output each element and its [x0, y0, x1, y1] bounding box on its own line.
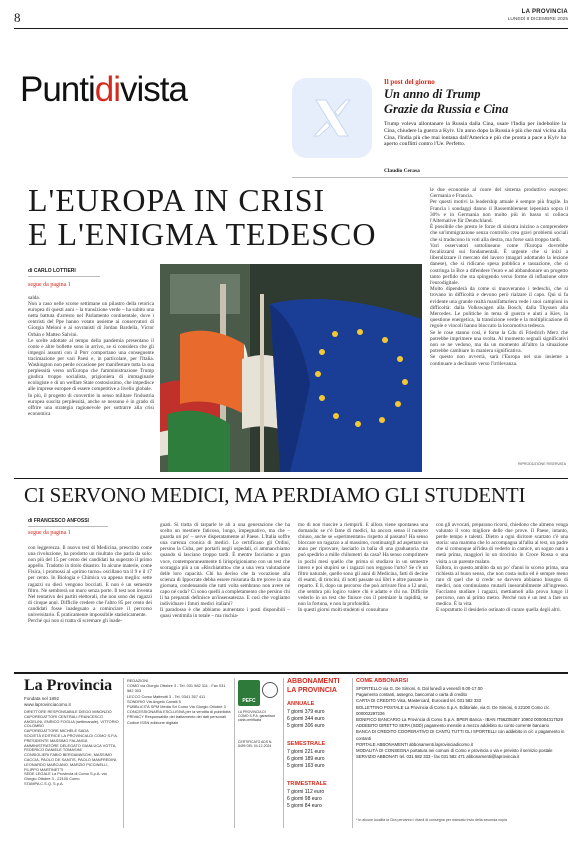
come-abbonarsi-text: SPORTELLO via G. De Simoni, 6. Dal lunedì a venerdì 9.00-17.00 Pagamento contanti, assegno, bancomat o carta di credito CARTA DI CREDITO Visa, Mastercard, Eurocard tel. 031 582 333 BOLLETTINO POSTALE La Provincia di Como S.p.A. Editoriale, via G. De Simoni, 6 22100 Como c/c 000002297226 BONIFICO BANCARIO La Provincia di Como S.p.A. BPER Banca - IBAN IT56Z05387 10902 000004317529 ADDEBITO DIRETTO SEPA (SDD) pagamento mensile a mezzo addebito su conto corrente bancario BANCA DI CREDITO COOPERATIVO DI CANTÙ TUTTI GLI SPORTELLI con addebito in c/c o pagamento in contanti PORTALE ABBONAMENTI abbonamenti.laprovinciadicomo.it MODALITÀ DI CONSEGNA portatura nei comuni di Como e provincia o via e previsto il servizio postale SERVIZIO ABBONATI tel. 031 582 333 - fax 031 582 471 abbonamenti@laprovincia.it	[356, 686, 565, 760]
article1-headline-line2: E L'ENIGMA TEDESCO	[28, 216, 377, 252]
post-title-line1: Un anno di Trump	[384, 87, 481, 101]
article2-col3: mo di non riuscire a riempirli. E allora viene spontanea una domanda: se c'è fame di medici, ha ancora senso il numero chiuso, anche se «sperimentato» rispetto al passato? Ha senso bloccare un ragazzo a al massimo, continuargli ad aspettare un anno per riprovare, lasciarlo in balìa di una graduatoria che può spedirlo a mille chilometri da casa? Ha senso comprimere in pochi mesi quello che prima si studiava in un semestre intero e poi stupirsi se i ragazzi non reggono l'urto? Se c'è un filtro naturale, quello sono gli anni di Medicina, fatti di decine di esami, di tirocini, di notti passate sui libri e altre passate in reparto. E lì, dopo un percorso che può arrivare fino a 12 anni, che sembra più logico valere chi è adatto e chi no. Difficile vederlo in un test che finisce con il premiare la rapidità, se non la fortuna, e non la profondità. In questi giorni molti studenti si consultano	[298, 522, 428, 614]
footer-masthead: La Provincia	[24, 677, 113, 694]
article1-headline-line1: L'EUROPA IN CRISI	[28, 182, 326, 218]
section-title	[20, 72, 187, 108]
annuale-prices: 7 giorni 379 euro 6 giorni 344 euro 5 giorni 306 euro	[287, 709, 325, 729]
section-title-part3: vista	[120, 70, 187, 109]
date-label: LUNEDÌ 8 DICEMBRE 2025	[507, 17, 568, 22]
article1-col1: salda. Non a caso nelle scorse settimane un pilastro della retorica europea di questi anni – la transizione verde – ha subito una netta battuta d'arresto nel Parlamento continentale, dove i centristi del Ppe hanno votato assieme ai conservatori di Giorgia Meloni e ai sovranisti di Jordan Bardella, Victor Orbàn e Matteo Salvini. Le scelte adottate al tempo della pandemia presentano il conto e altre bollette sono in arrivo, se si considera che gli impegni assunti con il Pnrr comportano una conseguente tracimazione per vari Paesi e, in particolare, per l'Italia. Washington non perde occasione per manifestare tutta la sua perplessità verso un'Europa che l'amministrazione Trump giudica troppo socialista, prigioniera di immaginarie ecologiste e di un welfare State costosissimo, che impedisce alle imprese europee di essere competitive a livello globale. In più, il progetto di convertire in senso militare l'industria europea suscita perplessità, anche se nessuno è in grado di offrire una strategia ragionevole per sottrarre alla crisi economica	[28, 295, 154, 417]
article2-byline: di FRANCESCO ANFOSSI	[28, 518, 89, 524]
flags-photo	[160, 264, 422, 472]
article1-continued: segue da pagina 1	[28, 282, 71, 288]
section-title-part1: Punti	[20, 70, 95, 109]
article1-byline-rule	[28, 276, 100, 277]
article1-col2: le due economie al cuore del sistema produttivo europeo: Germania e Francia. Per questi motivi la leadership attuale è sempre più fragile. In Francia i sondaggi danno il Rassemblement lepenista sopra il 30% e in Germania non molto più in basso si colloca l'Alternative für Deutschland. È possibile che presto le forze di sinistra inizino a comprendere che un'immigrazione senza controllo crea gravi problemi sociali che si traducono in voti alla destra, ma forse sarà troppo tardi. Vari osservatori sottolineano come l'Europa dovrebbe focalizzarsi sui fondamentali. È urgente che si inizi a liberalizzare il mercato del lavoro (magari adottando la lezione danese), che si ridicano spesa pubblica e tassazione, che si costringa la Bce a difendere l'euro e ad abbandonare un progetto tanto perfido che sta spingendo verso forme di inflazione oltre l'eurodigitale. Molto dipenderà da come si muoveranno i tedeschi, che si trovano in difficoltà e devono però rialzare il capo. Qui si fa evidente una grande realtà manifatturiera vede i suoi campioni in difficoltà: dalla Volkswagen alla Bosch, dalla Thyssen alla Mercedes. Le politiche in tema di guerra e aiuti a Kiev, la questione energetica, la transizione verde e la moltiplicazione di regole e vincoli hanno bloccato la locomotiva tedesca. Se le cose stanno così, è forse la Cdu di Friedrich Merz che potrebbe imprimere una svolta. Al momento segnali significativi non se ne vedono, ma da un momento all'altro la situazione potrebbe cambiare in maniera significativa. Se questo non avverrà, sarà l'Europa nel suo insieme a continuare a declinare verso l'irrilevanza.	[430, 187, 568, 367]
ads-text: CERTIFICATO ADS N. 8499 DEL 04-12-2024	[238, 740, 273, 749]
footer-sep2	[234, 678, 235, 828]
header-rule	[14, 28, 568, 29]
semestrale-prices: 7 giorni 221 euro 6 giorni 189 euro 5 giorni 163 euro	[287, 749, 325, 769]
footer-staff: DIRETTORE RESPONSABILE DIEGO MINONZIO CAPOREDATTORI CENTRALI FRANCESCO ANGELINI, ENRICO FOGLIA (settimanale), VITTORIO COLOMBO CAPOREDATTORE MICHELE SADA SOCIETÀ EDITRICE LA PROVINCIA DI COMO S.P.A. PRESIDENTE MASSIMO FALANGA AMMINISTRATORE DELEGATO GIANLUCA VOTTA, FEDERICO DANIELE TOMASINI CONSIGLIERI FABIO BERGAMASCHI, MASSIMO CACCIA, PAOLO DE SANTIS, PAOLO MANFREDINI, LEONARDO MARCIANO, MARZIO PICCINELLI, FILIPPO MARTINETTI SEDE LEGALE La Provincia di Como S.p.A. via Giorgio Ottobre 3 - 22100 Como STAMPA C.S.Q. S.p.A.	[24, 709, 119, 786]
footer-masthead-sub: Fondata nel 1892	[24, 696, 60, 701]
section-title-part2: di	[94, 70, 121, 109]
footer-sep4	[352, 678, 353, 828]
article1-bottom-rule	[14, 478, 568, 479]
footer-sep3	[283, 678, 284, 828]
come-abbonarsi-title: COME ABBONARSI	[356, 678, 409, 684]
post-title-line2: Grazie da Russia e Cina	[384, 102, 509, 116]
article2-continued: segue da pagina 1	[28, 530, 71, 536]
footer-masthead-url: www.laprovinciacomo.it	[24, 702, 71, 707]
article2-col1: con leggerezza. Il nuovo test di Medicina, prescritto come una rivoluzione, ha prodotto un risultato che parla da solo: non più del 15 per cento dei candidati ha superato il primo appello. Tradotto in titolo disastro. In alcune materie, come Fisica, i promossi al «primo turno» oscillano tra il 9 e il 17 per cento. In Biologia e Chimica va appena meglio: sette ragazzi su dieci vengono bocciati. E non è un semestre filtro. Ne sembrerà un muro senza porte. Il test non inventa Nel tentativo dei partiti elettorali, che non sono dei ragazzi di cinque anni. Difficile credere che l'altro 85 per cento dei candidati fosse inadeguato a cominciare il percorso universitario. È praticamente impossibile statisticamente. Perché qui non si tratta di scremare gli inade-	[28, 545, 152, 625]
pefc-label: PEFC	[242, 698, 256, 704]
post-text: Trump voleva allontanare la Russia dalla Cina, usare l'India per indebolire la Cina, chiudere la guerra a Kyiv. Un anno dopo la Russia è più che mai vicina alla Cina, l'India più che mai lontana dall'America e più che pronta a pace a Kyiv ha aperto conflitti contro l'Ue. Perfetto.	[384, 121, 566, 148]
page-number: 8	[14, 10, 21, 25]
article2-col2: guati. Si tratta di tarparle le ali a una generazione che ha scelto un mestiere faticoso, lungo, impegnativo, ma che – guarda un po' – serve disperatamente al Paese. L'Italia soffre una carenza cronica di medici. Lo certificano gli Ordini, persino la Cuba, per portarli negli ospedali, ci ammanchiamo quando si lasciano troppo tardi. È mentre facciamo a gran voce, contemporaneamente ti lirisprigioniamo con un test che scoraggia più a un «Rischiatutto» che a una vera valutazione delle loro capacità. Chi ha deciso che la vocazione alla scienza di Ippocrate debba essere misurata da tre prove in una giornata, condensando che tutti volta sembrano non avere né capo né coda? Ci sono quelli a completamento che persino chi li ha preparati definisce un'insensatezza. E così che vogliamo individuare i futuri medici italiani? Il paradosso è che abbiamo aumentato i posti disponibili – quasi ventimila in totale – ma rischia-	[160, 522, 290, 620]
trimestrale-label: TRIMESTRALE	[287, 781, 327, 787]
article2-col4: con gli avvocati, preparano ricorsi, chiedono che almeno venga valutato il voto migliore delle due prove. Il Paese, intanto, perde tempo e talenti. Dietro a ogni dicitore scartato c'è una storia: una mamma che lo accompagna all'alba al test, un padre che si comunque all'idea di vederlo in camice, un sogno nato a metà prima, maggiori lo un tirocinio in Croce Rossa o una visita a un parente malato. Eallora, in questo ambito da un po' d'anni lo scorso prima, una richiesta al buon senso, che non costa nulla ed è sempre meno raro di quel che si crede: se davvero abbiamo bisogno di medici, non continuiamo mutarli inesorabilmente all'ingresso. Facciamo studiare i ragazzi, mettiamoli alla prova lungo il percorso, non al primo metro. Perché non è un test a fare un medico. È la vita. E soprattutto il desiderio ostinato di curare quella degli altri.	[436, 522, 568, 614]
article1-reserved: RIPRODUZIONE RISERVATA	[517, 462, 566, 466]
footer-top-rule	[14, 672, 568, 674]
annuale-label: ANNUALE	[287, 701, 315, 707]
footer-redazioni: REDAZIONI COMO via Giorgio Ottobre 3 - Tel. 031 582 311 - Fax 031 582 303 LECCO Corso Matteotti 3 - Tel. 0341 357 411 SONDRIO Via Angelo Cavalli 5 PUBBLICITÀ SPM Media Srl Como Via Giorgio Ottobre 3 CONCESSIONARIA ESCLUSIVA per la vendita di pubblicità PRIVACY Responsabile del trattamento dei dati personali Codice ISSN edizione digitale	[127, 678, 231, 725]
footer-sep1	[123, 678, 124, 828]
x-logo-icon	[310, 96, 354, 140]
post-rule	[292, 177, 568, 178]
semestrale-label: SEMESTRALE	[287, 741, 326, 747]
abbonamenti-title-line1: ABBONAMENTI	[287, 678, 340, 685]
pefc-text: LA PROVINCIA DI COMO S.P.A. garantisce carta certificata	[238, 710, 276, 723]
article2-headline: CI SERVONO MEDICI, MA PERDIAMO GLI STUDENTI	[24, 483, 526, 507]
ads-logo	[262, 682, 278, 698]
post-author: Claudio Cerasa	[384, 168, 420, 174]
post-kicker: Il post del giorno	[384, 78, 435, 86]
brand-label: LA PROVINCIA	[521, 9, 568, 15]
trimestrale-prices: 7 giorni 112 euro 6 giorni 98 euro 5 giorni 84 euro	[287, 789, 325, 809]
abbonamenti-title-line2: LA PROVINCIA	[287, 687, 337, 694]
article1-byline: di CARLO LOTTIERI	[28, 268, 76, 274]
x-logo-box	[292, 78, 372, 158]
footer-footnote: * In alcune località la Cira pervanno i ritardi di consegna per mancato invio della seconda copia	[356, 818, 507, 822]
article2-byline-rule	[28, 526, 108, 527]
pefc-logo	[238, 680, 260, 706]
